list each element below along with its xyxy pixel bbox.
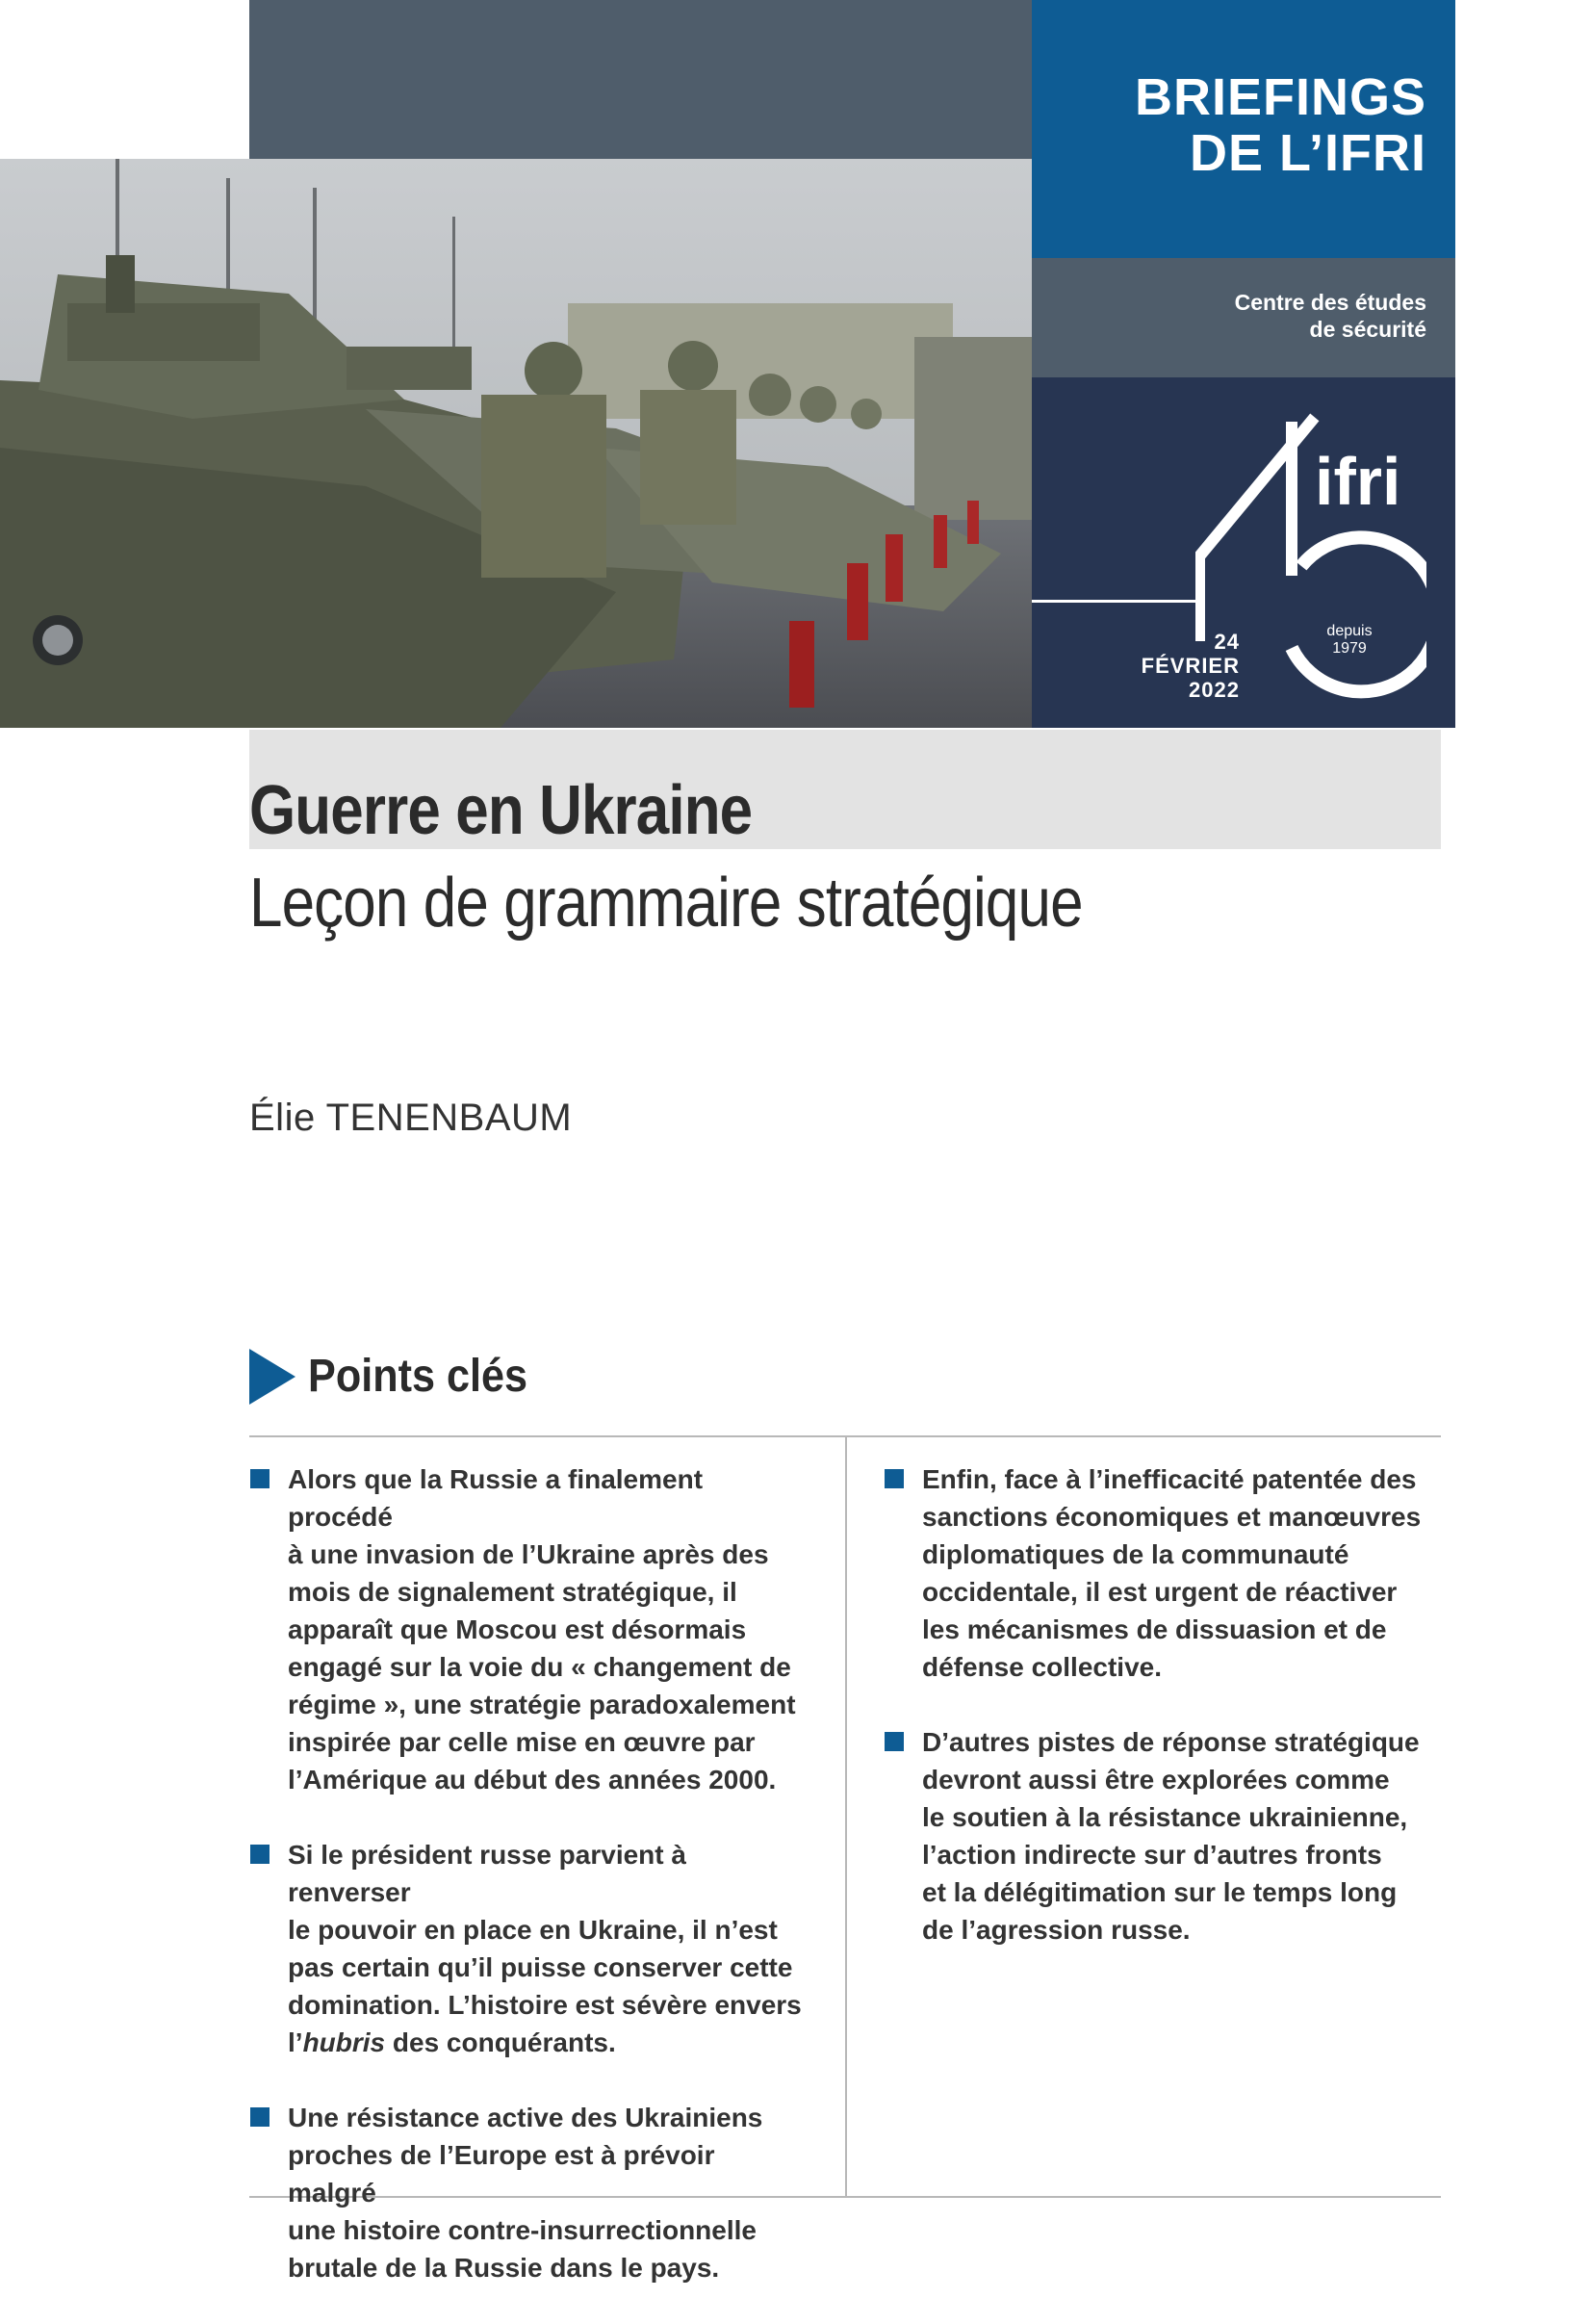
department-panel (1032, 258, 1455, 377)
date-day: 24 (1214, 630, 1240, 654)
series-title-line1: BRIEFINGS (1134, 68, 1426, 126)
author-name: Élie TENENBAUM (249, 1097, 573, 1139)
logo-since-label: depuis (1326, 623, 1373, 639)
series-title (1135, 69, 1426, 181)
document-title: Guerre en Ukraine (249, 772, 753, 849)
bullet-square-icon (885, 1469, 904, 1488)
key-point-text-part: des conquérants. (385, 2027, 616, 2057)
logo-panel (1032, 377, 1455, 728)
key-points-right-column (884, 1460, 1423, 1986)
header-grey-band (249, 0, 1032, 159)
logo-since-year: 1979 (1332, 640, 1367, 657)
date-year: 2022 (1189, 678, 1240, 702)
key-point-item (249, 1836, 808, 2061)
logo-ifri-text: ifri (1315, 444, 1401, 519)
key-point-text: Enfin, face à l’inefficacité patentée des sanctions économiques et manœuvres diplomatiques de la communauté occidentale, il est urgent de réactiver les mécanismes de dissuasion et de défense collective. (922, 1464, 1422, 1682)
series-title-line2: DE L’IFRI (1189, 124, 1426, 182)
bullet-square-icon (250, 1469, 270, 1488)
key-point-item (884, 1460, 1423, 1686)
logo-rule (1032, 600, 1197, 603)
bullet-square-icon (250, 1845, 270, 1864)
bullet-square-icon (250, 2107, 270, 2127)
section-arrow-icon (249, 1349, 295, 1405)
ifri-40-logo-icon (1195, 412, 1426, 730)
key-point-item (249, 1460, 808, 1798)
key-point-text: Alors que la Russie a finalement procédé à une invasion de l’Ukraine après des mois de signalement stratégique, il apparaît que Moscou est désormais engagé sur la voie du « changement de régime », une stratégie paradoxalement inspirée par celle mise en œuvre par l’Amérique au début des années 2000. (288, 1464, 796, 1795)
key-point-text: D’autres pistes de réponse stratégique devront aussi être explorées comme le soutien à la résistance ukrainienne, l’action indirecte sur d’autres fronts et la délégitimation sur le temps long de l’agression russe. (922, 1727, 1420, 1945)
key-point-item (884, 1723, 1423, 1949)
department-name (1235, 289, 1426, 343)
cover-photo (0, 159, 1032, 728)
armored-vehicles-photo (0, 159, 1032, 728)
key-points-left-column (249, 1460, 808, 2324)
department-line2: de sécurité (1309, 317, 1426, 342)
key-point-italic-word: hubris (302, 2027, 386, 2057)
key-point-text: Une résistance active des Ukrainiens proches de l’Europe est à prévoir malgré une histoire contre-insurrectionnelle brutale de la Russie dans le pays. (288, 2103, 763, 2283)
key-point-item (249, 2099, 808, 2286)
department-line1: Centre des études (1234, 290, 1426, 315)
column-divider (845, 1435, 847, 2198)
brand-panel (1032, 0, 1455, 258)
date-month: FÉVRIER (1141, 654, 1240, 678)
key-point-text (288, 1836, 808, 2061)
document-subtitle: Leçon de grammaire stratégique (249, 865, 1083, 942)
key-points-heading: Points clés (308, 1351, 528, 1402)
key-point-text-part: Si le président russe parvient à renverser le pouvoir en place en Ukraine, il n’est pas certain qu’il puisse conserver cette domination. L’histoire est sévère envers l’ (288, 1840, 802, 2057)
bullet-square-icon (885, 1732, 904, 1751)
